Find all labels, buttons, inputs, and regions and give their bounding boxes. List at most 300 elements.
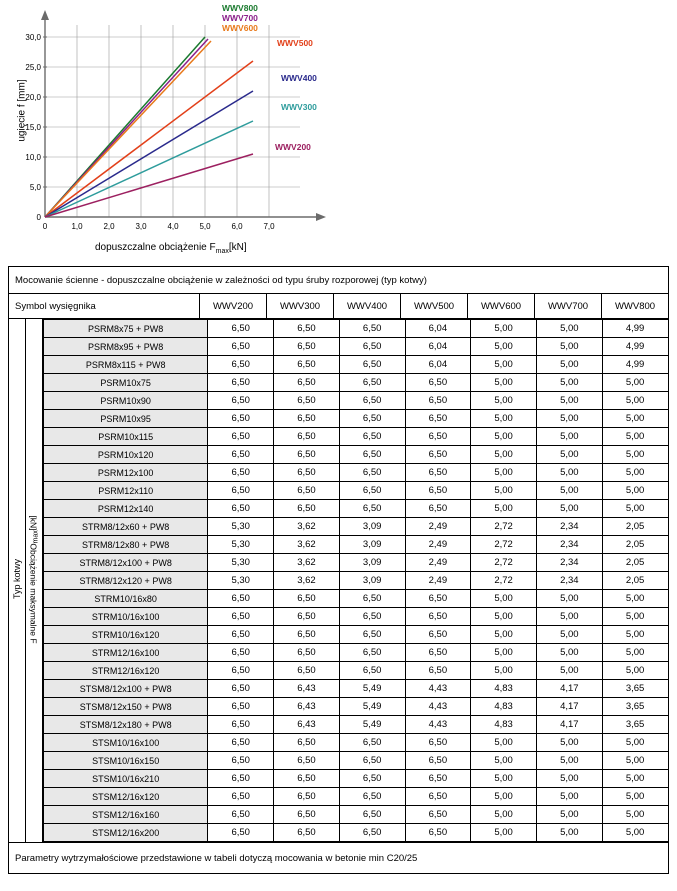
row-label: STSM8/12x100 + PW8 (44, 680, 208, 698)
side-label-obciazenie-sub: max (32, 529, 40, 544)
cell-wwv700: 5,00 (536, 590, 602, 608)
row-label: PSRM8x75 + PW8 (44, 320, 208, 338)
cell-wwv300: 6,50 (274, 806, 340, 824)
header-wwv600: WWV600 (468, 294, 535, 319)
side-label-typ-kotwy-text: Typ kotwy (12, 558, 22, 599)
row-label: STRM12/16x100 (44, 644, 208, 662)
cell-wwv500: 6,50 (405, 590, 471, 608)
series-label-wwv500: WWV500 (277, 38, 313, 48)
cell-wwv400: 6,50 (339, 788, 405, 806)
series-label-wwv700: WWV700 (222, 13, 258, 23)
cell-wwv800: 5,00 (602, 428, 668, 446)
cell-wwv600: 5,00 (471, 428, 537, 446)
cell-wwv200: 6,50 (208, 716, 274, 734)
table-row (44, 824, 669, 842)
cell-wwv300: 6,50 (274, 410, 340, 428)
cell-wwv800: 2,05 (602, 554, 668, 572)
cell-wwv700: 5,00 (536, 734, 602, 752)
cell-wwv600: 5,00 (471, 770, 537, 788)
series-label-wwv200: WWV200 (275, 142, 311, 152)
cell-wwv200: 6,50 (208, 446, 274, 464)
row-label: STSM10/16x150 (44, 752, 208, 770)
table-row (44, 392, 669, 410)
cell-wwv500: 6,50 (405, 626, 471, 644)
cell-wwv200: 5,30 (208, 554, 274, 572)
cell-wwv400: 6,50 (339, 734, 405, 752)
cell-wwv700: 5,00 (536, 428, 602, 446)
cell-wwv300: 6,50 (274, 338, 340, 356)
cell-wwv800: 5,00 (602, 824, 668, 842)
cell-wwv800: 5,00 (602, 374, 668, 392)
series-label-wwv400: WWV400 (281, 73, 317, 83)
cell-wwv700: 5,00 (536, 752, 602, 770)
deflection-chart (0, 0, 677, 262)
cell-wwv600: 5,00 (471, 644, 537, 662)
header-wwv300: WWV300 (267, 294, 334, 319)
cell-wwv300: 6,50 (274, 626, 340, 644)
cell-wwv200: 6,50 (208, 338, 274, 356)
row-label: PSRM8x115 + PW8 (44, 356, 208, 374)
row-label: STRM12/16x120 (44, 662, 208, 680)
cell-wwv300: 6,50 (274, 734, 340, 752)
cell-wwv500: 6,50 (405, 734, 471, 752)
row-label: STRM10/16x120 (44, 626, 208, 644)
table-row (44, 734, 669, 752)
cell-wwv500: 6,50 (405, 410, 471, 428)
cell-wwv700: 4,17 (536, 716, 602, 734)
cell-wwv800: 2,05 (602, 536, 668, 554)
side-label-obciazenie-text (29, 515, 40, 644)
cell-wwv700: 5,00 (536, 410, 602, 428)
cell-wwv700: 5,00 (536, 806, 602, 824)
cell-wwv400: 6,50 (339, 806, 405, 824)
svg-text:5,0: 5,0 (199, 222, 211, 231)
cell-wwv300: 6,50 (274, 482, 340, 500)
cell-wwv300: 6,50 (274, 374, 340, 392)
row-label: PSRM10x75 (44, 374, 208, 392)
cell-wwv600: 4,83 (471, 698, 537, 716)
cell-wwv200: 6,50 (208, 392, 274, 410)
cell-wwv800: 5,00 (602, 770, 668, 788)
table-row (44, 680, 669, 698)
row-label: PSRM10x120 (44, 446, 208, 464)
cell-wwv300: 6,43 (274, 680, 340, 698)
x-axis-title-text: dopuszczalne obciążenie F (95, 242, 216, 253)
svg-text:1,0: 1,0 (71, 222, 83, 231)
svg-text:6,0: 6,0 (231, 222, 243, 231)
cell-wwv600: 5,00 (471, 338, 537, 356)
row-label: PSRM12x110 (44, 482, 208, 500)
cell-wwv400: 6,50 (339, 428, 405, 446)
cell-wwv400: 6,50 (339, 392, 405, 410)
cell-wwv700: 2,34 (536, 518, 602, 536)
row-label: PSRM12x100 (44, 464, 208, 482)
svg-text:15,0: 15,0 (25, 123, 41, 132)
table-row (44, 572, 669, 590)
x-axis-title (95, 242, 247, 255)
cell-wwv800: 4,99 (602, 320, 668, 338)
cell-wwv700: 5,00 (536, 356, 602, 374)
cell-wwv600: 5,00 (471, 608, 537, 626)
cell-wwv300: 6,50 (274, 752, 340, 770)
side-label-typ-kotwy (9, 319, 26, 843)
cell-wwv600: 5,00 (471, 356, 537, 374)
cell-wwv200: 6,50 (208, 788, 274, 806)
row-label: STSM10/16x210 (44, 770, 208, 788)
table-header-row (9, 294, 669, 319)
x-axis-title-sub: max (215, 248, 229, 255)
cell-wwv500: 6,50 (405, 500, 471, 518)
cell-wwv200: 6,50 (208, 644, 274, 662)
cell-wwv400: 3,09 (339, 536, 405, 554)
svg-text:0: 0 (36, 213, 41, 222)
cell-wwv600: 5,00 (471, 374, 537, 392)
table-row (44, 608, 669, 626)
cell-wwv200: 6,50 (208, 806, 274, 824)
series-label-wwv600: WWV600 (222, 23, 258, 33)
chart-canvas (0, 0, 677, 262)
table-body-row (9, 319, 669, 843)
cell-wwv200: 6,50 (208, 824, 274, 842)
cell-wwv600: 5,00 (471, 752, 537, 770)
cell-wwv500: 2,49 (405, 518, 471, 536)
cell-wwv200: 6,50 (208, 464, 274, 482)
cell-wwv300: 6,50 (274, 824, 340, 842)
cell-wwv200: 6,50 (208, 374, 274, 392)
table (8, 266, 669, 874)
svg-text:25,0: 25,0 (25, 63, 41, 72)
cell-wwv700: 5,00 (536, 770, 602, 788)
cell-wwv600: 5,00 (471, 320, 537, 338)
y-axis-title: ugięcie f [mm] (16, 79, 28, 142)
row-label: STSM8/12x180 + PW8 (44, 716, 208, 734)
cell-wwv500: 2,49 (405, 554, 471, 572)
cell-wwv400: 6,50 (339, 374, 405, 392)
cell-wwv700: 2,34 (536, 536, 602, 554)
cell-wwv800: 5,00 (602, 644, 668, 662)
cell-wwv300: 6,43 (274, 716, 340, 734)
cell-wwv600: 5,00 (471, 410, 537, 428)
cell-wwv500: 2,49 (405, 572, 471, 590)
cell-wwv700: 5,00 (536, 464, 602, 482)
svg-text:10,0: 10,0 (25, 153, 41, 162)
cell-wwv600: 5,00 (471, 824, 537, 842)
cell-wwv500: 4,43 (405, 680, 471, 698)
cell-wwv400: 6,50 (339, 320, 405, 338)
cell-wwv400: 6,50 (339, 608, 405, 626)
svg-text:5,0: 5,0 (29, 183, 41, 192)
cell-wwv200: 5,30 (208, 572, 274, 590)
cell-wwv600: 5,00 (471, 806, 537, 824)
row-label: STSM8/12x150 + PW8 (44, 698, 208, 716)
table-row (44, 482, 669, 500)
cell-wwv500: 2,49 (405, 536, 471, 554)
cell-wwv500: 6,50 (405, 608, 471, 626)
table-row (44, 716, 669, 734)
cell-wwv400: 6,50 (339, 464, 405, 482)
cell-wwv300: 3,62 (274, 518, 340, 536)
cell-wwv500: 6,04 (405, 320, 471, 338)
cell-wwv400: 6,50 (339, 590, 405, 608)
svg-text:2,0: 2,0 (103, 222, 115, 231)
cell-wwv400: 5,49 (339, 698, 405, 716)
cell-wwv300: 6,50 (274, 590, 340, 608)
cell-wwv600: 4,83 (471, 716, 537, 734)
cell-wwv200: 6,50 (208, 662, 274, 680)
header-wwv200: WWV200 (200, 294, 267, 319)
cell-wwv700: 4,17 (536, 680, 602, 698)
cell-wwv700: 5,00 (536, 392, 602, 410)
cell-wwv300: 3,62 (274, 554, 340, 572)
cell-wwv300: 6,50 (274, 392, 340, 410)
cell-wwv200: 6,50 (208, 590, 274, 608)
row-label: STSM12/16x160 (44, 806, 208, 824)
cell-wwv600: 5,00 (471, 590, 537, 608)
cell-wwv400: 6,50 (339, 626, 405, 644)
table-caption-row (9, 267, 669, 294)
cell-wwv400: 6,50 (339, 770, 405, 788)
cell-wwv500: 6,04 (405, 356, 471, 374)
cell-wwv200: 6,50 (208, 428, 274, 446)
cell-wwv600: 2,72 (471, 518, 537, 536)
row-label: PSRM10x95 (44, 410, 208, 428)
cell-wwv500: 6,50 (405, 482, 471, 500)
cell-wwv800: 5,00 (602, 734, 668, 752)
cell-wwv400: 6,50 (339, 482, 405, 500)
table-row (44, 788, 669, 806)
cell-wwv700: 2,34 (536, 554, 602, 572)
table-row (44, 626, 669, 644)
cell-wwv800: 5,00 (602, 464, 668, 482)
row-label: STRM8/12x60 + PW8 (44, 518, 208, 536)
cell-wwv300: 6,50 (274, 644, 340, 662)
cell-wwv400: 6,50 (339, 446, 405, 464)
cell-wwv300: 6,50 (274, 428, 340, 446)
cell-wwv700: 5,00 (536, 446, 602, 464)
svg-text:30,0: 30,0 (25, 33, 41, 42)
row-label: STSM10/16x100 (44, 734, 208, 752)
cell-wwv400: 3,09 (339, 554, 405, 572)
cell-wwv400: 6,50 (339, 662, 405, 680)
cell-wwv200: 6,50 (208, 626, 274, 644)
table-row (44, 752, 669, 770)
cell-wwv600: 5,00 (471, 464, 537, 482)
table-row (44, 500, 669, 518)
svg-text:0: 0 (42, 222, 48, 231)
cell-wwv200: 6,50 (208, 680, 274, 698)
table-row (44, 338, 669, 356)
cell-wwv400: 5,49 (339, 716, 405, 734)
cell-wwv800: 4,99 (602, 356, 668, 374)
cell-wwv500: 6,50 (405, 662, 471, 680)
cell-wwv200: 5,30 (208, 536, 274, 554)
cell-wwv600: 5,00 (471, 446, 537, 464)
cell-wwv600: 5,00 (471, 734, 537, 752)
cell-wwv800: 5,00 (602, 446, 668, 464)
table-row (44, 410, 669, 428)
cell-wwv600: 5,00 (471, 662, 537, 680)
row-label: PSRM12x140 (44, 500, 208, 518)
cell-wwv300: 6,50 (274, 788, 340, 806)
table-row (44, 464, 669, 482)
cell-wwv500: 6,50 (405, 446, 471, 464)
cell-wwv300: 6,50 (274, 320, 340, 338)
cell-wwv400: 6,50 (339, 824, 405, 842)
row-label: PSRM10x115 (44, 428, 208, 446)
cell-wwv200: 6,50 (208, 698, 274, 716)
table-row (44, 518, 669, 536)
cell-wwv300: 3,62 (274, 572, 340, 590)
cell-wwv600: 5,00 (471, 482, 537, 500)
table-caption: Mocowanie ścienne - dopuszczalne obciążenie w zależności od typu śruby rozporowej (typ kotwy) (9, 267, 669, 294)
row-label: STRM10/16x80 (44, 590, 208, 608)
cell-wwv600: 5,00 (471, 626, 537, 644)
cell-wwv200: 6,50 (208, 770, 274, 788)
table-row (44, 644, 669, 662)
cell-wwv200: 6,50 (208, 356, 274, 374)
table-row (44, 536, 669, 554)
cell-wwv800: 5,00 (602, 788, 668, 806)
table-row (44, 662, 669, 680)
series-label-wwv800: WWV800 (222, 3, 258, 13)
cell-wwv700: 5,00 (536, 662, 602, 680)
cell-wwv300: 6,50 (274, 446, 340, 464)
cell-wwv500: 6,50 (405, 824, 471, 842)
cell-wwv600: 2,72 (471, 572, 537, 590)
table-row (44, 554, 669, 572)
cell-wwv800: 3,65 (602, 680, 668, 698)
cell-wwv800: 5,00 (602, 752, 668, 770)
cell-wwv300: 6,50 (274, 356, 340, 374)
table-row (44, 356, 669, 374)
series-label-wwv300: WWV300 (281, 102, 317, 112)
cell-wwv700: 4,17 (536, 698, 602, 716)
cell-wwv500: 6,50 (405, 752, 471, 770)
svg-text:20,0: 20,0 (25, 93, 41, 102)
cell-wwv300: 6,50 (274, 662, 340, 680)
cell-wwv200: 6,50 (208, 320, 274, 338)
cell-wwv700: 5,00 (536, 320, 602, 338)
cell-wwv500: 6,50 (405, 428, 471, 446)
cell-wwv500: 6,50 (405, 464, 471, 482)
cell-wwv400: 6,50 (339, 338, 405, 356)
cell-wwv700: 5,00 (536, 338, 602, 356)
svg-text:4,0: 4,0 (167, 222, 179, 231)
cell-wwv600: 2,72 (471, 554, 537, 572)
table-row (44, 806, 669, 824)
cell-wwv300: 6,50 (274, 770, 340, 788)
cell-wwv300: 6,50 (274, 500, 340, 518)
cell-wwv200: 6,50 (208, 752, 274, 770)
cell-wwv200: 6,50 (208, 500, 274, 518)
cell-wwv200: 6,50 (208, 410, 274, 428)
data-grid (43, 319, 669, 842)
cell-wwv200: 6,50 (208, 608, 274, 626)
cell-wwv400: 6,50 (339, 500, 405, 518)
cell-wwv600: 5,00 (471, 788, 537, 806)
cell-wwv800: 5,00 (602, 608, 668, 626)
row-label: PSRM8x95 + PW8 (44, 338, 208, 356)
cell-wwv300: 6,43 (274, 698, 340, 716)
cell-wwv500: 6,50 (405, 644, 471, 662)
table-row (44, 428, 669, 446)
header-wwv500: WWV500 (401, 294, 468, 319)
table-row (44, 770, 669, 788)
cell-wwv300: 6,50 (274, 608, 340, 626)
row-label: PSRM10x90 (44, 392, 208, 410)
cell-wwv800: 5,00 (602, 662, 668, 680)
cell-wwv500: 4,43 (405, 698, 471, 716)
side-label-obciazenie (26, 319, 43, 843)
header-wwv800: WWV800 (602, 294, 669, 319)
cell-wwv800: 5,00 (602, 482, 668, 500)
table-footer: Parametry wytrzymałościowe przedstawione w tabeli dotyczą mocowania w betonie min C20/25 (9, 843, 669, 874)
cell-wwv800: 3,65 (602, 716, 668, 734)
table-row (44, 320, 669, 338)
cell-wwv800: 5,00 (602, 626, 668, 644)
cell-wwv700: 5,00 (536, 482, 602, 500)
side-label-obciazenie-main: Obciążenie maksymalne F (28, 543, 39, 644)
cell-wwv800: 4,99 (602, 338, 668, 356)
anchor-load-table (8, 266, 669, 874)
cell-wwv400: 6,50 (339, 644, 405, 662)
header-symbol: Symbol wysięgnika (9, 294, 200, 319)
cell-wwv300: 3,62 (274, 536, 340, 554)
cell-wwv700: 5,00 (536, 500, 602, 518)
cell-wwv400: 3,09 (339, 518, 405, 536)
cell-wwv600: 5,00 (471, 392, 537, 410)
cell-wwv600: 2,72 (471, 536, 537, 554)
cell-wwv200: 6,50 (208, 734, 274, 752)
cell-wwv400: 6,50 (339, 410, 405, 428)
table-row (44, 698, 669, 716)
cell-wwv800: 2,05 (602, 572, 668, 590)
table-row (44, 446, 669, 464)
cell-wwv400: 6,50 (339, 356, 405, 374)
cell-wwv700: 5,00 (536, 608, 602, 626)
cell-wwv800: 5,00 (602, 500, 668, 518)
table-footer-row (9, 843, 669, 874)
cell-wwv800: 2,05 (602, 518, 668, 536)
cell-wwv700: 5,00 (536, 824, 602, 842)
row-label: STSM12/16x120 (44, 788, 208, 806)
row-label: STSM12/16x200 (44, 824, 208, 842)
side-label-obciazenie-unit: [kN] (28, 514, 39, 530)
cell-wwv800: 5,00 (602, 392, 668, 410)
cell-wwv700: 5,00 (536, 626, 602, 644)
cell-wwv800: 3,65 (602, 698, 668, 716)
cell-wwv800: 5,00 (602, 410, 668, 428)
table-row (44, 374, 669, 392)
row-label: STRM8/12x100 + PW8 (44, 554, 208, 572)
cell-wwv700: 5,00 (536, 374, 602, 392)
cell-wwv400: 5,49 (339, 680, 405, 698)
cell-wwv500: 6,50 (405, 392, 471, 410)
cell-wwv700: 5,00 (536, 644, 602, 662)
cell-wwv200: 6,50 (208, 482, 274, 500)
svg-text:3,0: 3,0 (135, 222, 147, 231)
cell-wwv500: 6,50 (405, 806, 471, 824)
cell-wwv600: 4,83 (471, 680, 537, 698)
cell-wwv500: 4,43 (405, 716, 471, 734)
cell-wwv700: 5,00 (536, 788, 602, 806)
header-wwv700: WWV700 (535, 294, 602, 319)
cell-wwv500: 6,50 (405, 788, 471, 806)
header-wwv400: WWV400 (334, 294, 401, 319)
cell-wwv500: 6,50 (405, 770, 471, 788)
cell-wwv600: 5,00 (471, 500, 537, 518)
cell-wwv400: 3,09 (339, 572, 405, 590)
